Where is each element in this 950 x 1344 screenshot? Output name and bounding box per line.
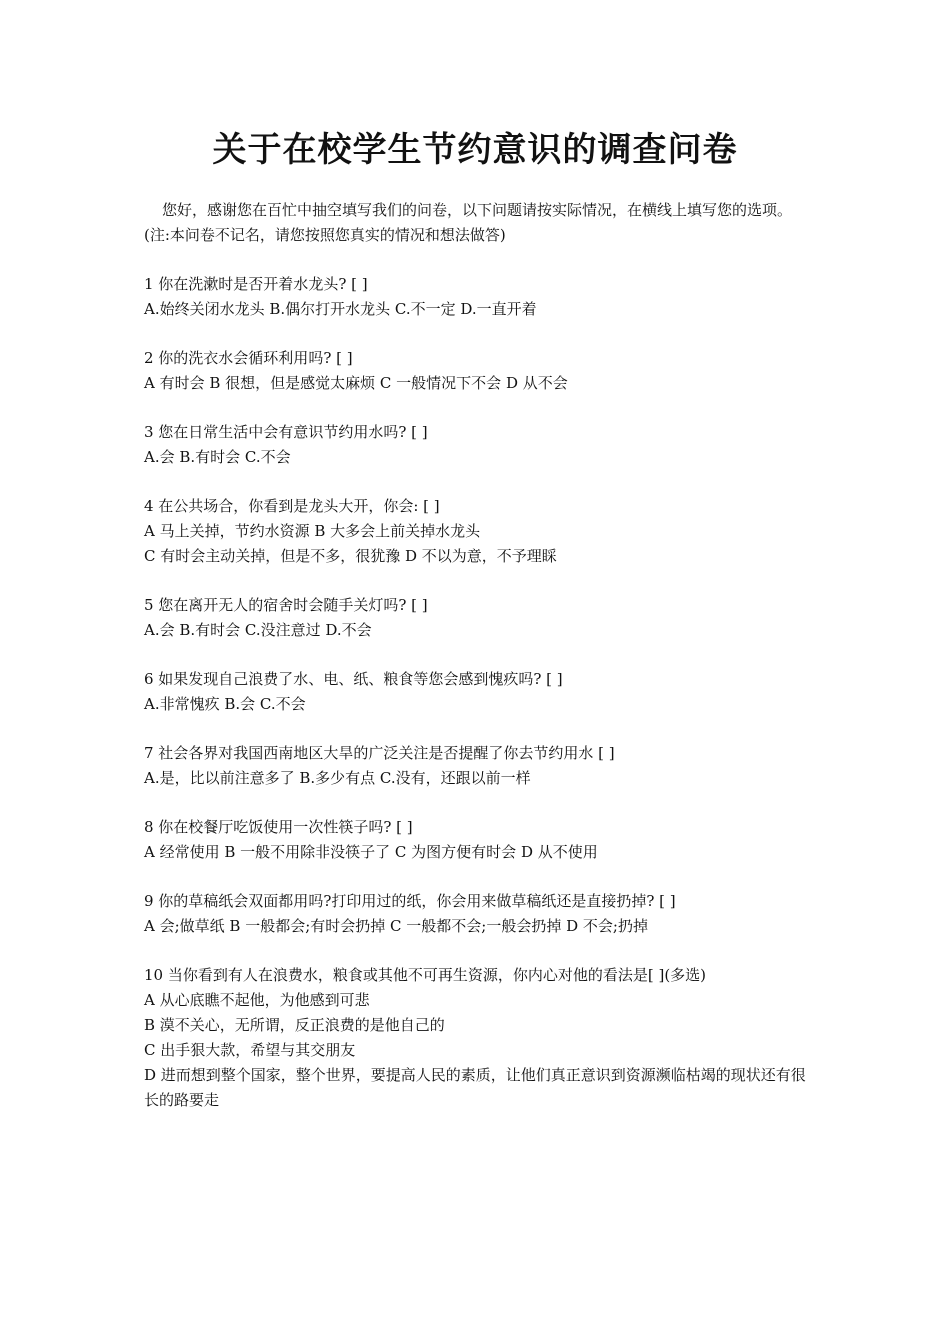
- question-5: [144, 593, 814, 643]
- intro-paragraph: 您好，感谢您在百忙中抽空填写我们的问卷，以下问题请按实际情况，在横线上填写您的选项。(注:本问卷不记名，请您按照您真实的情况和想法做答): [144, 201, 793, 244]
- question-options: A.会 B.有时会 C.不会: [144, 448, 291, 466]
- question-text: 9 你的草稿纸会双面都用吗?打印用过的纸，你会用来做草稿纸还是直接扔掉? [ ]: [144, 892, 676, 910]
- question-options: A.非常愧疚 B.会 C.不会: [144, 695, 306, 713]
- question-9: [144, 889, 814, 939]
- question-text: 8 你在校餐厅吃饭使用一次性筷子吗? [ ]: [144, 818, 413, 836]
- question-options: C 有时会主动关掉，但是不多，很犹豫 D 不以为意，不予理睬: [144, 547, 557, 565]
- question-text: 5 您在离开无人的宿舍时会随手关灯吗? [ ]: [144, 596, 428, 614]
- question-3: [144, 420, 814, 470]
- question-options: A 从心底瞧不起他，为他感到可悲: [144, 991, 370, 1009]
- question-text: 4 在公共场合，你看到是龙头大开，你会: [ ]: [144, 497, 440, 515]
- question-options: A.是，比以前注意多了 B.多少有点 C.没有，还跟以前一样: [144, 769, 531, 787]
- question-options: C 出手狠大款，希望与其交朋友: [144, 1041, 356, 1059]
- question-1: [144, 272, 814, 322]
- question-4: [144, 494, 814, 569]
- question-10: [144, 963, 814, 1113]
- question-options: D 进而想到整个国家，整个世界，要提高人民的素质，让他们真正意识到资源濒临枯竭的现状还有很长的路要走: [144, 1066, 806, 1109]
- question-options: A.会 B.有时会 C.没注意过 D.不会: [144, 621, 372, 639]
- question-text: 10 当你看到有人在浪费水，粮食或其他不可再生资源，你内心对他的看法是[ ](多选): [144, 966, 707, 984]
- question-options: A 会;做草纸 B 一般都会;有时会扔掉 C 一般都不会;一般会扔掉 D 不会;扔掉: [144, 917, 648, 935]
- question-options: A.始终关闭水龙头 B.偶尔打开水龙头 C.不一定 D.一直开着: [144, 300, 537, 318]
- question-text: 3 您在日常生活中会有意识节约用水吗? [ ]: [144, 423, 428, 441]
- question-2: [144, 346, 814, 396]
- question-text: 7 社会各界对我国西南地区大旱的广泛关注是否提醒了你去节约用水 [ ]: [144, 744, 615, 762]
- question-text: 6 如果发现自己浪费了水、电、纸、粮食等您会感到愧疚吗? [ ]: [144, 670, 563, 688]
- question-text: 1 你在洗漱时是否开着水龙头? [ ]: [144, 275, 368, 293]
- question-options: A 马上关掉，节约水资源 B 大多会上前关掉水龙头: [144, 522, 481, 540]
- question-7: [144, 741, 814, 791]
- document-body: [144, 198, 814, 1137]
- question-options: B 漠不关心，无所谓，反正浪费的是他自己的: [144, 1016, 445, 1034]
- question-options: A 经常使用 B 一般不用除非没筷子了 C 为图方便有时会 D 从不使用: [144, 843, 598, 861]
- question-text: 2 你的洗衣水会循环利用吗? [ ]: [144, 349, 353, 367]
- question-8: [144, 815, 814, 865]
- document-title: 关于在校学生节约意识的调查问卷: [212, 130, 738, 170]
- question-6: [144, 667, 814, 717]
- question-options: A 有时会 B 很想，但是感觉太麻烦 C 一般情况下不会 D 从不会: [144, 374, 568, 392]
